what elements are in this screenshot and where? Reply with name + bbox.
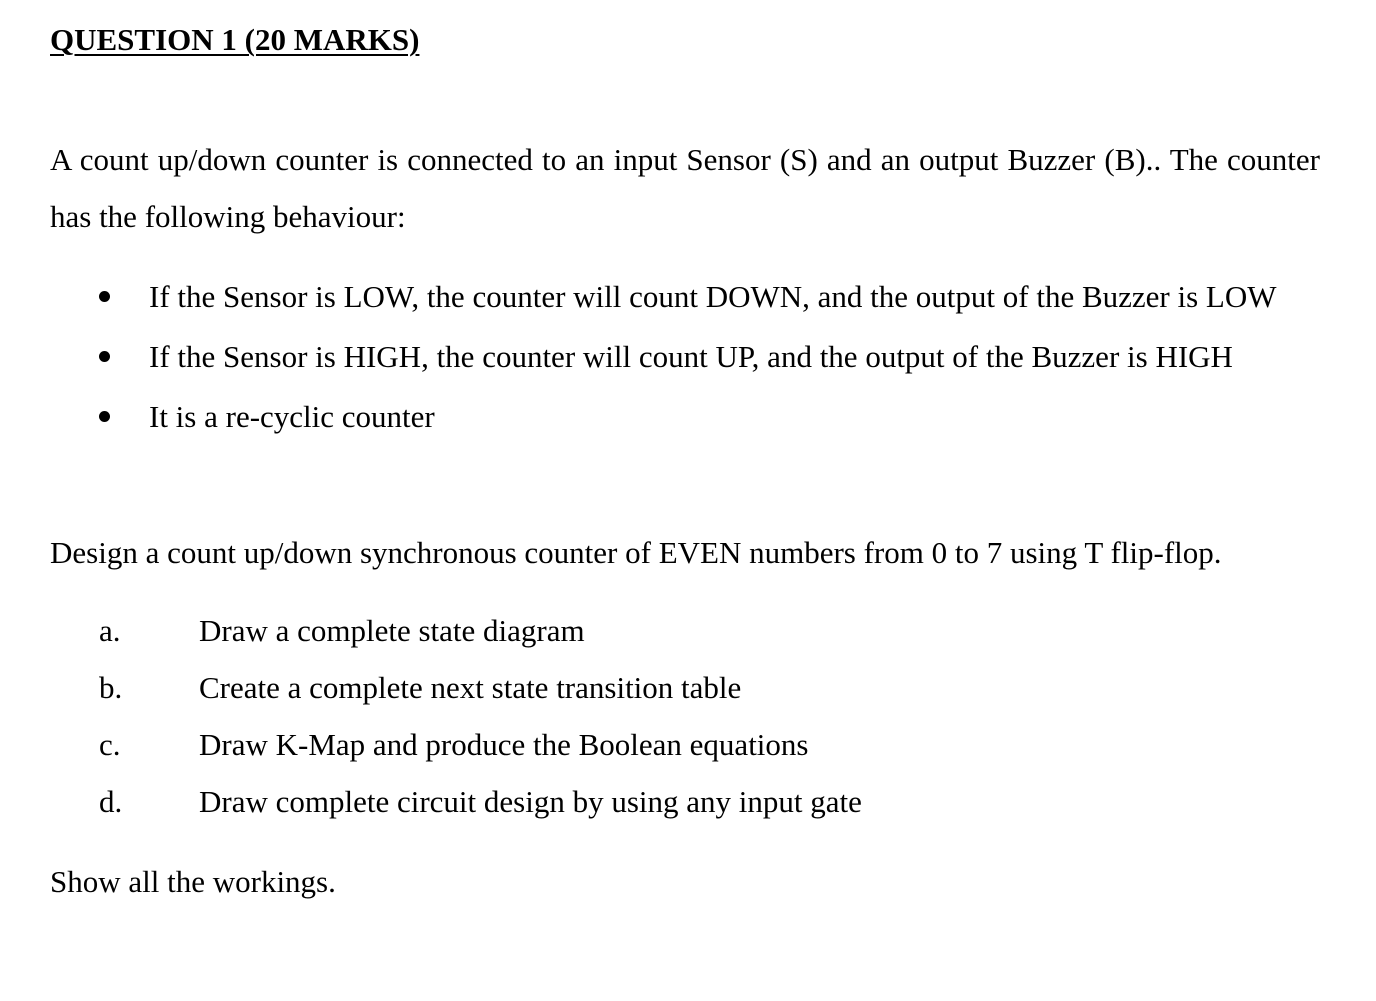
bullet-icon — [99, 411, 110, 422]
task-text: Create a complete next state transition table — [199, 670, 742, 705]
task-letter: c. — [99, 727, 121, 762]
closing-instruction: Show all the workings. — [50, 864, 336, 899]
task-text: Draw K-Map and produce the Boolean equations — [199, 727, 809, 762]
behaviour-text: If the Sensor is LOW, the counter will count DOWN, and the output of the Buzzer is LOW — [149, 279, 1277, 314]
behaviour-list — [50, 268, 1320, 448]
bullet-icon — [99, 291, 110, 302]
behaviour-text: It is a re-cyclic counter — [149, 399, 435, 434]
behaviour-text: If the Sensor is HIGH, the counter will count UP, and the output of the Buzzer is HIGH — [149, 339, 1233, 374]
task-text: Draw a complete state diagram — [199, 613, 585, 648]
intro-paragraph: A count up/down counter is connected to an input Sensor (S) and an output Buzzer (B).. The counter has the following behaviour: — [50, 142, 1320, 234]
task-text: Draw complete circuit design by using any input gate — [199, 784, 862, 819]
task-letter: b. — [99, 670, 123, 705]
question-title: QUESTION 1 (20 MARKS) — [50, 22, 420, 57]
behaviour-item — [50, 328, 1320, 385]
bullet-icon — [99, 351, 110, 362]
task-letter: a. — [99, 613, 121, 648]
task-letter: d. — [99, 784, 123, 819]
behaviour-item — [50, 268, 1320, 325]
design-statement: Design a count up/down synchronous counter of EVEN numbers from 0 to 7 using T flip-flop. — [50, 535, 1222, 570]
behaviour-item — [50, 388, 1320, 445]
